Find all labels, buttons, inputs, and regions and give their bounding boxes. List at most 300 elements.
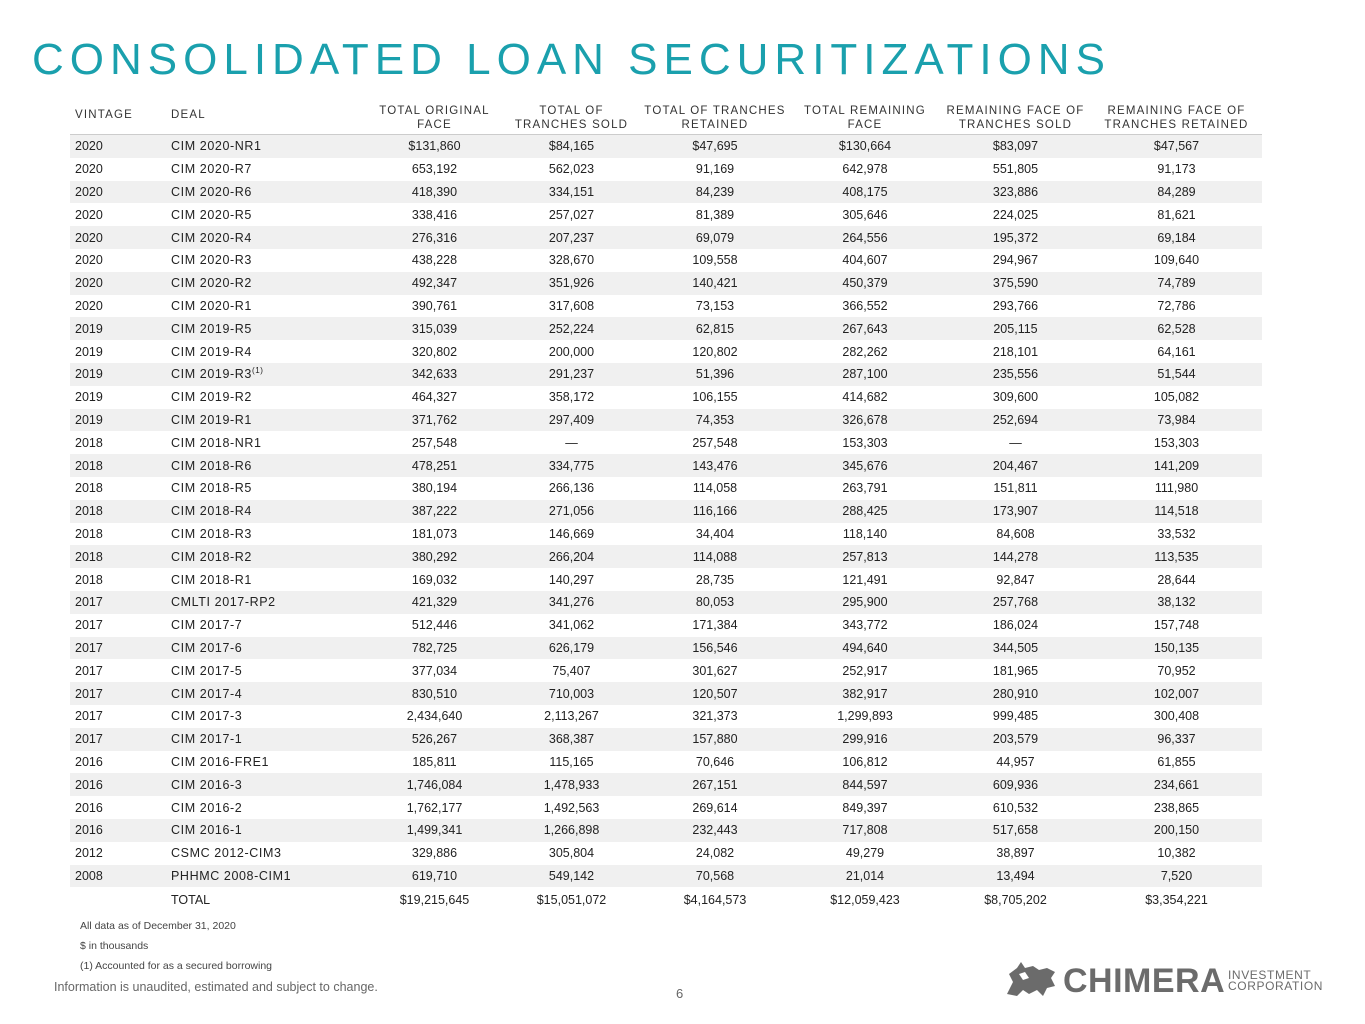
remaining-face-cell (790, 751, 940, 774)
table-row (70, 226, 1262, 249)
remaining-sold-cell (940, 591, 1091, 614)
footnote-marker: (1) (251, 366, 264, 376)
column-header (1091, 98, 1262, 135)
remaining-sold-text: 181,965 (992, 663, 1039, 678)
column-header-line1: REMAINING FACE OF (1107, 105, 1246, 117)
deal-text: CIM 2018-R1 (171, 572, 252, 587)
remaining-retained-text: $47,567 (1153, 139, 1200, 154)
remaining-retained-text: 153,303 (1153, 435, 1200, 450)
column-header-line2: TRANCHES SOLD (514, 119, 629, 131)
remaining-sold-text: 999,485 (992, 709, 1039, 724)
deal-text: CIM 2020-R6 (171, 184, 252, 199)
vintage-cell (70, 181, 166, 204)
tranches-retained-text: 34,404 (695, 526, 735, 541)
tranches-sold-text: 271,056 (548, 504, 595, 519)
original-face-text: 185,811 (412, 754, 457, 769)
vintage-text: 2008 (75, 868, 103, 883)
remaining-sold-cell (940, 751, 1091, 774)
tranches-retained-cell (640, 158, 790, 181)
remaining-face-cell (790, 614, 940, 637)
chimera-creature-icon (1003, 960, 1059, 1000)
remaining-retained-text: 105,082 (1153, 390, 1200, 405)
vintage-cell (70, 272, 166, 295)
tranches-retained-text: 70,568 (695, 868, 735, 883)
tranches-retained-cell (640, 409, 790, 432)
remaining-sold-text: — (1009, 435, 1022, 450)
remaining-face-cell (790, 317, 940, 340)
remaining-sold-cell (940, 203, 1091, 226)
remaining-sold-cell (940, 865, 1091, 888)
deal-cell (166, 659, 366, 682)
vintage-cell (70, 431, 166, 454)
deal-text: CIM 2017-1 (171, 732, 243, 747)
original-face-text: 377,034 (411, 663, 458, 678)
tranches-sold-text: 317,608 (548, 298, 595, 313)
remaining-retained-text: 38,132 (1157, 595, 1196, 610)
remaining-face-cell (790, 637, 940, 660)
vintage-cell (70, 203, 166, 226)
deal-cell (166, 637, 366, 660)
tranches-retained-cell (640, 317, 790, 340)
column-header-line1: REMAINING FACE OF (946, 105, 1085, 117)
vintage-text: 2018 (75, 549, 103, 564)
remaining-retained-text: 234,661 (1153, 777, 1200, 792)
original-face-text: 492,347 (411, 276, 458, 291)
original-face-cell (366, 203, 503, 226)
tranches-sold-cell (503, 477, 640, 500)
tranches-sold-cell (503, 751, 640, 774)
remaining-sold-cell (940, 500, 1091, 523)
tranches-sold-cell (503, 842, 640, 865)
vintage-cell (70, 728, 166, 751)
remaining-sold-text: 609,936 (992, 777, 1039, 792)
remaining-sold-cell (940, 454, 1091, 477)
original-face-text: 371,762 (411, 412, 458, 427)
vintage-cell (70, 751, 166, 774)
table-row (70, 819, 1262, 842)
tranches-retained-text: 62,815 (695, 321, 735, 336)
remaining-face-cell (790, 249, 940, 272)
table-row (70, 568, 1262, 591)
remaining-retained-cell (1091, 409, 1262, 432)
tranches-retained-text: 120,802 (692, 344, 738, 359)
remaining-sold-text: 224,025 (992, 207, 1039, 222)
deal-text: CIM 2020-NR1 (171, 139, 262, 154)
remaining-retained-cell (1091, 637, 1262, 660)
remaining-retained-cell (1091, 181, 1262, 204)
tranches-sold-cell (503, 249, 640, 272)
deal-cell (166, 477, 366, 500)
vintage-cell (70, 568, 166, 591)
remaining-retained-text: 114,518 (1154, 504, 1199, 519)
remaining-sold-cell (940, 249, 1091, 272)
vintage-cell (70, 865, 166, 888)
tranches-sold-cell (503, 682, 640, 705)
tranches-sold-cell (503, 637, 640, 660)
tranches-sold-text: 1,492,563 (543, 800, 600, 815)
tranches-retained-cell (640, 500, 790, 523)
tranches-sold-text: 358,172 (548, 390, 595, 405)
remaining-face-text: 118,140 (842, 526, 888, 541)
table-row (70, 386, 1262, 409)
tranches-retained-cell (640, 545, 790, 568)
remaining-face-text: 382,917 (842, 686, 888, 701)
tranches-retained-text: $47,695 (692, 139, 738, 154)
deal-cell (166, 317, 366, 340)
original-face-cell (366, 523, 503, 546)
tranches-retained-cell (640, 249, 790, 272)
deal-cell (166, 545, 366, 568)
tranches-retained-cell (640, 340, 790, 363)
remaining-retained-cell (1091, 865, 1262, 888)
remaining-sold-cell (940, 568, 1091, 591)
remaining-face-cell (790, 181, 940, 204)
original-face-text: 342,633 (411, 367, 458, 382)
original-face-cell (366, 842, 503, 865)
footnote-date: All data as of December 31, 2020 (80, 920, 236, 932)
original-face-cell (366, 317, 503, 340)
deal-text: CSMC 2012-CIM3 (171, 846, 282, 861)
table-row (70, 431, 1262, 454)
vintage-text: 2020 (75, 253, 103, 268)
tranches-sold-text: 334,775 (548, 458, 595, 473)
original-face-cell (366, 659, 503, 682)
remaining-retained-text: 70,952 (1157, 663, 1196, 678)
vintage-cell (70, 249, 166, 272)
table-row (70, 545, 1262, 568)
table-row (70, 705, 1262, 728)
tranches-retained-text: 70,646 (695, 754, 735, 769)
original-face-cell (366, 819, 503, 842)
table-row (70, 135, 1262, 158)
remaining-sold-text: 375,590 (992, 276, 1039, 291)
original-face-text: 438,228 (411, 253, 458, 268)
vintage-cell (70, 705, 166, 728)
remaining-retained-text: 150,135 (1153, 640, 1200, 655)
original-face-text: 2,434,640 (406, 709, 463, 724)
tranches-retained-cell (640, 728, 790, 751)
tranches-retained-text: 91,169 (695, 162, 735, 177)
original-face-cell (366, 454, 503, 477)
deal-cell (166, 203, 366, 226)
tranches-retained-cell (640, 819, 790, 842)
remaining-retained-cell (1091, 158, 1262, 181)
remaining-retained-text: 96,337 (1157, 732, 1196, 747)
remaining-sold-text: 344,505 (992, 640, 1039, 655)
logo-subtitle (1228, 970, 1323, 992)
remaining-face-text: 257,813 (842, 549, 888, 564)
remaining-retained-cell (1091, 659, 1262, 682)
original-face-text: $131,860 (408, 139, 461, 154)
remaining-face-text: 345,676 (842, 458, 888, 473)
tranches-sold-text: 1,266,898 (543, 823, 600, 838)
tranches-sold-text: 75,407 (552, 663, 591, 678)
tranches-retained-cell (640, 682, 790, 705)
deal-text: CIM 2019-R1 (171, 412, 252, 427)
vintage-text: 2017 (75, 595, 103, 610)
vintage-cell (70, 523, 166, 546)
table-row (70, 523, 1262, 546)
remaining-face-cell (790, 842, 940, 865)
remaining-face-cell (790, 295, 940, 318)
tranches-sold-cell (503, 773, 640, 796)
remaining-retained-cell (1091, 363, 1262, 386)
table-row (70, 158, 1262, 181)
tranches-sold-text: — (565, 435, 578, 450)
vintage-cell (70, 135, 166, 158)
tranches-sold-text: 200,000 (548, 344, 595, 359)
tranches-sold-cell (503, 226, 640, 249)
vintage-cell (70, 409, 166, 432)
original-face-text: 181,073 (411, 526, 458, 541)
original-face-text: 276,316 (411, 230, 458, 245)
original-face-cell (366, 682, 503, 705)
tranches-retained-text: 143,476 (692, 458, 738, 473)
deal-cell (166, 773, 366, 796)
original-face-cell (366, 614, 503, 637)
tranches-retained-cell (640, 591, 790, 614)
vintage-text: 2018 (75, 435, 103, 450)
remaining-face-text: 287,100 (842, 367, 888, 382)
vintage-cell (70, 842, 166, 865)
remaining-face-text: 717,808 (842, 823, 888, 838)
remaining-face-text: 106,812 (842, 754, 888, 769)
remaining-face-cell (790, 363, 940, 386)
column-header (940, 98, 1091, 135)
tranches-retained-cell (640, 431, 790, 454)
tranches-sold-cell (503, 409, 640, 432)
remaining-face-cell (790, 386, 940, 409)
remaining-sold-cell (940, 523, 1091, 546)
remaining-retained-cell (1091, 317, 1262, 340)
original-face-cell (366, 545, 503, 568)
remaining-sold-cell (940, 773, 1091, 796)
remaining-retained-text: 61,855 (1157, 754, 1196, 769)
tranches-sold-cell (503, 340, 640, 363)
deal-cell (166, 135, 366, 158)
vintage-text: 2017 (75, 709, 103, 724)
deal-text: CIM 2018-R5 (171, 481, 252, 496)
table-row (70, 842, 1262, 865)
original-face-cell (366, 363, 503, 386)
table-header-row (70, 98, 1262, 135)
tranches-sold-text: 252,224 (548, 321, 595, 336)
remaining-face-text: 282,262 (842, 344, 888, 359)
remaining-face-text: 267,643 (842, 321, 888, 336)
remaining-face-text: 844,597 (842, 777, 888, 792)
tranches-retained-text: 80,053 (695, 595, 735, 610)
original-face-cell (366, 591, 503, 614)
vintage-cell (70, 295, 166, 318)
vintage-text: 2020 (75, 276, 103, 291)
original-face-text: 1,762,177 (406, 800, 463, 815)
column-header-line2: FACE (847, 119, 883, 131)
tranches-sold-text: 1,478,933 (543, 777, 600, 792)
tranches-sold-cell (503, 865, 640, 888)
tranches-sold-text: $84,165 (548, 139, 595, 154)
tranches-sold-text: 297,409 (548, 412, 595, 427)
vintage-cell (70, 591, 166, 614)
remaining-face-cell (790, 591, 940, 614)
tranches-retained-cell (640, 272, 790, 295)
deal-text: CIM 2020-R4 (171, 230, 252, 245)
table-total-row (70, 887, 1262, 913)
original-face-cell (366, 340, 503, 363)
remaining-sold-text: 144,278 (992, 549, 1039, 564)
deal-text: CIM 2018-R4 (171, 504, 252, 519)
remaining-sold-text: 610,532 (992, 800, 1039, 815)
table-row (70, 203, 1262, 226)
remaining-retained-text: 69,184 (1157, 230, 1196, 245)
remaining-retained-text: 51,544 (1157, 367, 1196, 382)
vintage-text: 2020 (75, 184, 103, 199)
remaining-sold-cell (940, 363, 1091, 386)
remaining-sold-cell (940, 386, 1091, 409)
tranches-retained-cell (640, 773, 790, 796)
vintage-cell (70, 819, 166, 842)
tranches-retained-cell (640, 865, 790, 888)
tranches-sold-text: 368,387 (548, 732, 595, 747)
remaining-face-text: 49,279 (845, 846, 885, 861)
tranches-retained-cell (640, 614, 790, 637)
column-header-line1: VINTAGE (75, 109, 134, 121)
tranches-sold-text: 549,142 (548, 868, 595, 883)
remaining-sold-cell (940, 135, 1091, 158)
table-row (70, 295, 1262, 318)
tranches-sold-cell (503, 203, 640, 226)
remaining-face-text: 121,491 (842, 572, 888, 587)
original-face-text: 390,761 (411, 298, 458, 313)
remaining-retained-cell (1091, 545, 1262, 568)
tranches-retained-text: 28,735 (695, 572, 735, 587)
vintage-text: 2020 (75, 139, 103, 154)
tranches-retained-text: 120,507 (692, 686, 738, 701)
page-number: 6 (676, 986, 684, 1001)
remaining-retained-text: 73,984 (1157, 412, 1196, 427)
vintage-text: 2017 (75, 640, 103, 655)
original-face-cell (366, 568, 503, 591)
remaining-face-text: 21,014 (845, 868, 885, 883)
tranches-sold-cell (503, 181, 640, 204)
remaining-sold-cell (940, 659, 1091, 682)
vintage-cell (70, 659, 166, 682)
deal-text: CIM 2019-R5 (171, 321, 252, 336)
remaining-sold-text: 38,897 (996, 846, 1035, 861)
tranches-retained-text: 269,614 (692, 800, 738, 815)
tranches-retained-cell (640, 568, 790, 591)
vintage-text: 2016 (75, 823, 103, 838)
tranches-sold-text: 351,926 (548, 276, 595, 291)
vintage-text: 2018 (75, 458, 103, 473)
remaining-retained-cell (1091, 614, 1262, 637)
remaining-sold-cell (940, 158, 1091, 181)
remaining-retained-cell (1091, 705, 1262, 728)
remaining-retained-cell (1091, 751, 1262, 774)
remaining-sold-cell (940, 819, 1091, 842)
remaining-face-cell (790, 523, 940, 546)
footnotes (80, 916, 272, 976)
vintage-text: 2016 (75, 754, 103, 769)
tranches-retained-text: 69,079 (695, 230, 735, 245)
remaining-retained-cell (1091, 431, 1262, 454)
tranches-retained-text: 267,151 (692, 777, 738, 792)
tranches-retained-text: 301,627 (692, 663, 738, 678)
remaining-face-cell (790, 340, 940, 363)
remaining-face-text: 263,791 (842, 481, 888, 496)
column-header (503, 98, 640, 135)
remaining-face-text: 408,175 (842, 184, 888, 199)
table-row (70, 865, 1262, 888)
vintage-cell (70, 796, 166, 819)
vintage-text: 2020 (75, 298, 103, 313)
deal-cell (166, 295, 366, 318)
original-face-text: 320,802 (411, 344, 458, 359)
vintage-text: 2019 (75, 321, 103, 336)
remaining-retained-cell (1091, 773, 1262, 796)
table-row (70, 728, 1262, 751)
remaining-retained-text: 200,150 (1153, 823, 1200, 838)
table-row (70, 409, 1262, 432)
remaining-face-text: $130,664 (838, 139, 892, 154)
remaining-retained-cell (1091, 568, 1262, 591)
tranches-sold-text: 341,276 (548, 595, 595, 610)
remaining-sold-text: 173,907 (992, 504, 1039, 519)
table-row (70, 659, 1262, 682)
remaining-retained-text: 157,748 (1153, 618, 1200, 633)
total-remaining-sold: $8,705,202 (984, 893, 1047, 908)
tranches-retained-cell (640, 181, 790, 204)
remaining-sold-text: 204,467 (992, 458, 1039, 473)
vintage-text: 2016 (75, 800, 103, 815)
column-header (366, 98, 503, 135)
vintage-text: 2017 (75, 618, 103, 633)
original-face-text: 418,390 (411, 184, 458, 199)
remaining-sold-cell (940, 340, 1091, 363)
remaining-face-cell (790, 819, 940, 842)
vintage-cell (70, 477, 166, 500)
tranches-sold-text: 341,062 (548, 618, 595, 633)
remaining-retained-text: 64,161 (1157, 344, 1196, 359)
deal-text: PHHMC 2008-CIM1 (171, 868, 292, 883)
remaining-face-cell (790, 226, 940, 249)
vintage-cell (70, 317, 166, 340)
tranches-retained-cell (640, 454, 790, 477)
remaining-face-cell (790, 705, 940, 728)
vintage-text: 2019 (75, 344, 103, 359)
vintage-cell (70, 340, 166, 363)
deal-cell (166, 614, 366, 637)
remaining-face-text: 450,379 (842, 276, 888, 291)
vintage-cell (70, 545, 166, 568)
table-row (70, 340, 1262, 363)
remaining-retained-text: 28,644 (1157, 572, 1196, 587)
vintage-text: 2018 (75, 504, 103, 519)
deal-cell (166, 500, 366, 523)
deal-cell (166, 363, 366, 386)
vintage-text: 2019 (75, 367, 103, 382)
remaining-face-cell (790, 545, 940, 568)
deal-text: CIM 2017-3 (171, 709, 243, 724)
deal-cell (166, 409, 366, 432)
vintage-text: 2016 (75, 777, 103, 792)
remaining-sold-text: 235,556 (992, 367, 1039, 382)
deal-cell (166, 249, 366, 272)
deal-text: CIM 2017-5 (171, 663, 243, 678)
tranches-retained-text: 114,088 (692, 549, 738, 564)
original-face-text: 380,292 (411, 549, 458, 564)
remaining-sold-cell (940, 431, 1091, 454)
total-remaining-face: $12,059,423 (830, 893, 900, 908)
